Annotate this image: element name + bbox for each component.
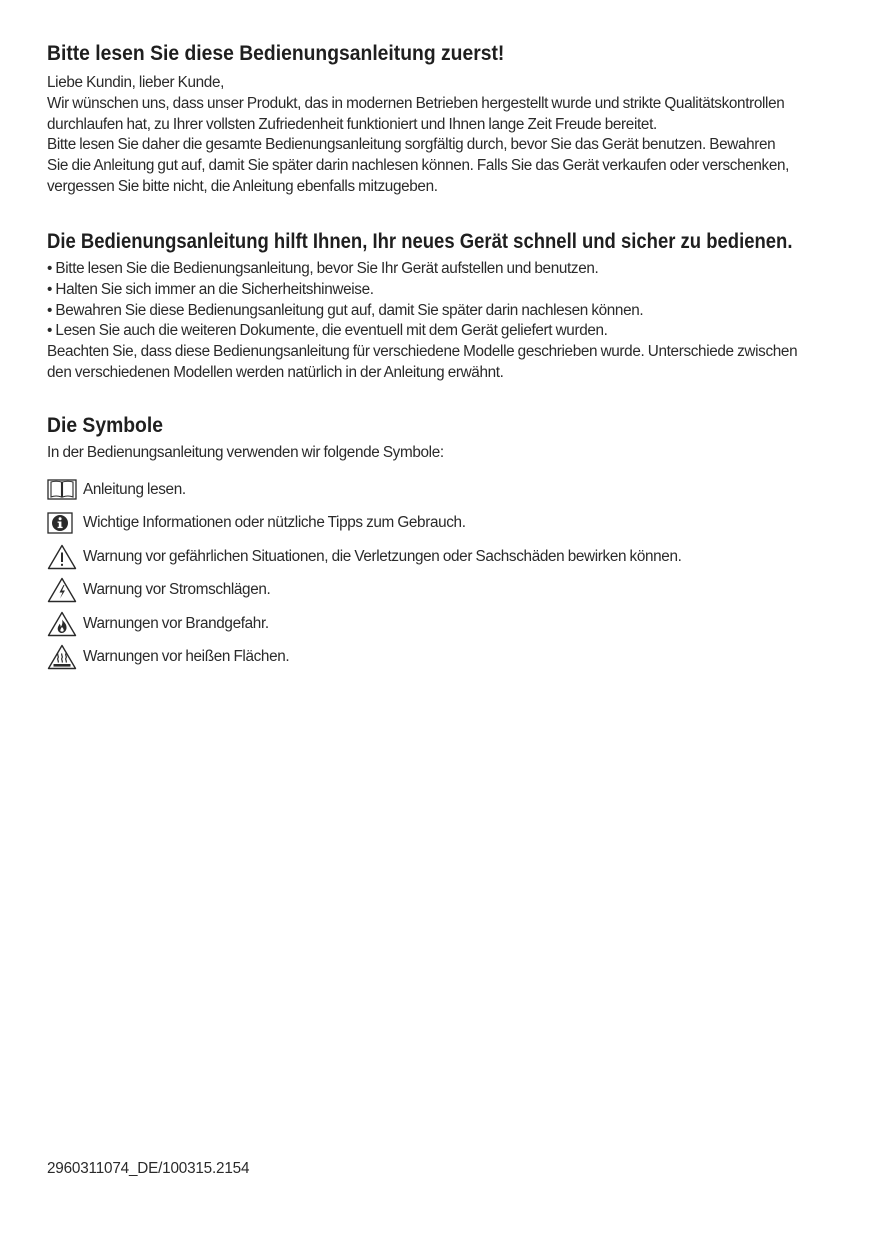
text-line: Liebe Kundin, lieber Kunde, <box>47 74 225 91</box>
symbol-row <box>47 540 682 574</box>
hot-surface-icon <box>47 644 77 670</box>
symbol-label: Warnung vor Stromschlägen. <box>83 581 271 599</box>
symbol-label: Anleitung lesen. <box>83 480 186 498</box>
electric-shock-icon <box>47 577 77 603</box>
info-icon <box>47 510 77 536</box>
bullet-item: • Bitte lesen Sie die Bedienungsanleitung, bevor Sie Ihr Gerät aufstellen und benutzen. <box>47 260 599 277</box>
book-icon <box>47 477 77 503</box>
heading-symbols: Die Symbole <box>47 414 163 437</box>
heading-read-first: Bitte lesen Sie diese Bedienungsanleitung zuerst! <box>47 42 505 65</box>
text-line: vergessen Sie bitte nicht, die Anleitung ebenfalls mitzugeben. <box>47 177 438 195</box>
section-read-first <box>47 40 837 198</box>
symbol-row <box>47 573 682 607</box>
symbol-label: Warnungen vor heißen Flächen. <box>83 648 290 666</box>
bullet-item: • Lesen Sie auch die weiteren Dokumente, die eventuell mit dem Gerät geliefert wurden. <box>47 322 608 340</box>
symbol-row <box>47 640 682 674</box>
bullet-item: • Bewahren Sie diese Bedienungsanleitung gut auf, damit Sie später darin nachlesen können. <box>47 301 644 319</box>
text-line: Wir wünschen uns, dass unser Produkt, das in modernen Betrieben hergestellt wurde und strikte Qualitätskontrollen <box>47 94 785 112</box>
symbol-label: Warnung vor gefährlichen Situationen, die Verletzungen oder Sachschäden bewirken können. <box>83 547 682 565</box>
text-line: durchlaufen hat, zu Ihrer vollsten Zufriedenheit funktioniert und Ihnen lange Zeit Freude bereitet. <box>47 115 657 133</box>
symbol-label: Wichtige Informationen oder nützliche Tipps zum Gebrauch. <box>83 514 466 532</box>
symbol-label: Warnungen vor Brandgefahr. <box>83 614 269 632</box>
document-code: 2960311074_DE/100315.2154 <box>47 1160 250 1177</box>
bullet-item: • Halten Sie sich immer an die Sicherheitshinweise. <box>47 280 374 298</box>
symbols-list <box>47 473 682 674</box>
symbol-row <box>47 607 682 641</box>
symbols-intro: In der Bedienungsanleitung verwenden wir folgende Symbole: <box>47 444 444 461</box>
section-symbols <box>47 412 682 674</box>
text-line: Bitte lesen Sie daher die gesamte Bedienungsanleitung sorgfältig durch, bevor Sie das Gerät benutzen. Bewahren <box>47 136 776 154</box>
text-line: Sie die Anleitung gut auf, damit Sie später darin nachlesen können. Falls Sie das Gerät verkaufen oder verschenken, <box>47 157 790 175</box>
manual-page <box>47 40 837 666</box>
heading-manual-helps: Die Bedienungsanleitung hilft Ihnen, Ihr neues Gerät schnell und sicher zu bedienen. <box>47 230 793 253</box>
symbol-row <box>47 473 682 507</box>
text-line: Beachten Sie, dass diese Bedienungsanleitung für verschiedene Modelle geschrieben wurde. Unterschiede zwischen <box>47 343 798 361</box>
intro-paragraph <box>47 73 837 198</box>
symbol-row <box>47 506 682 540</box>
section-manual-helps <box>47 228 875 384</box>
text-line: den verschiedenen Modellen werden natürlich in der Anleitung erwähnt. <box>47 363 504 381</box>
warning-triangle-icon <box>47 544 77 570</box>
hints-list <box>47 259 875 384</box>
fire-hazard-icon <box>47 611 77 637</box>
